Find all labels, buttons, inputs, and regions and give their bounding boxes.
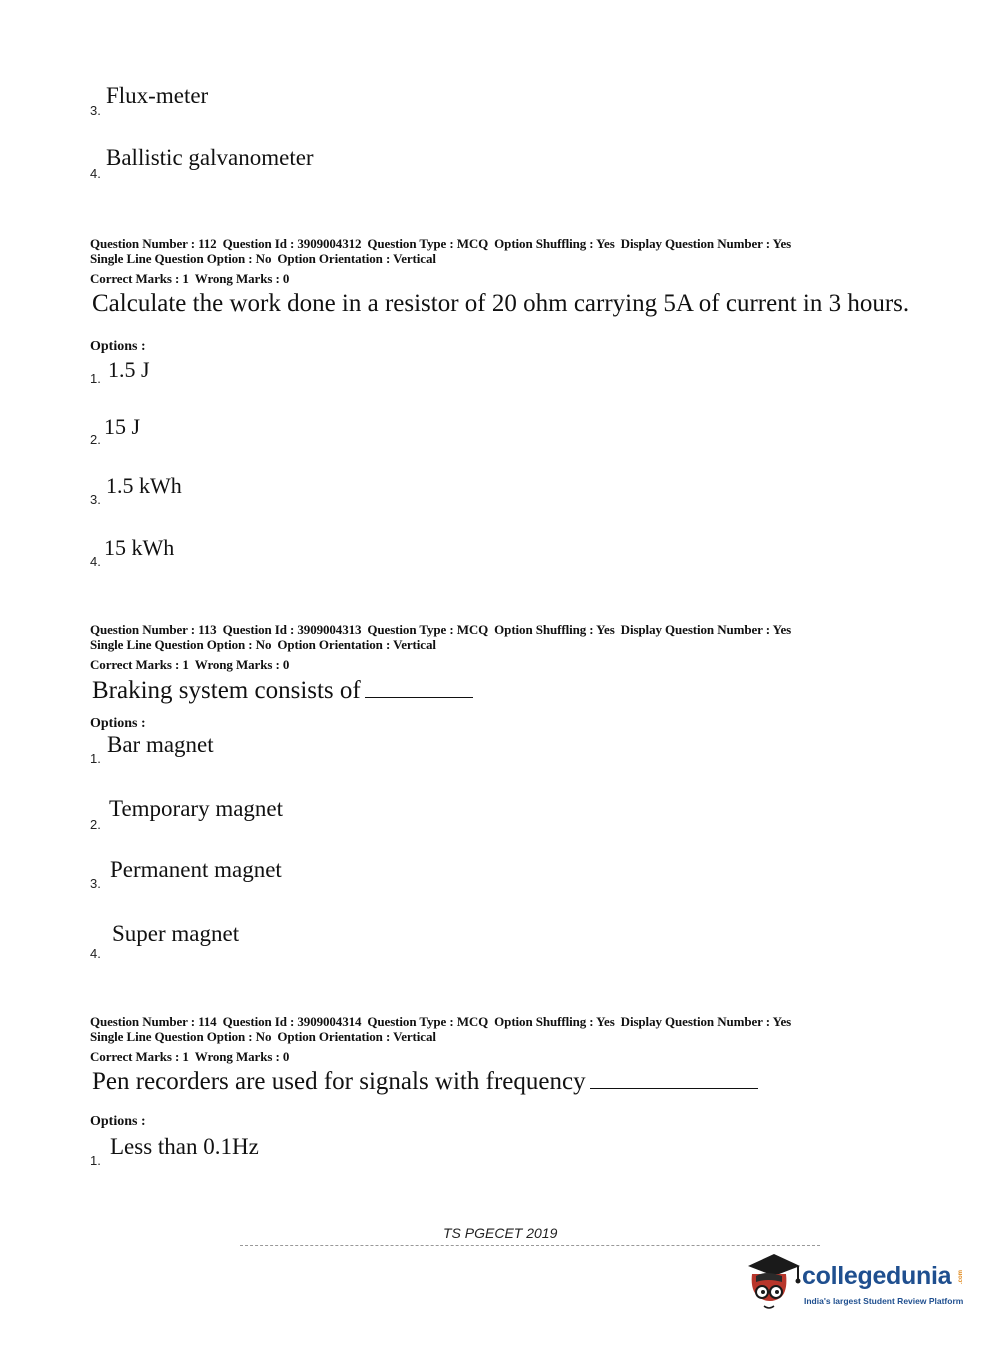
option-number: 4.: [90, 946, 101, 961]
option-number: 3.: [90, 876, 101, 891]
question-text: Pen recorders are used for signals with frequency: [92, 1066, 758, 1096]
option-text: 15 kWh: [104, 535, 175, 560]
footer-exam-title: TS PGECET 2019: [443, 1225, 558, 1241]
option-number: 3.: [90, 492, 101, 507]
option-text: Bar magnet: [107, 732, 214, 757]
option-number: 1.: [90, 1153, 101, 1168]
question-meta: Question Number : 113 Question Id : 3909004313 Question Type : MCQ Option Shuffling : Yes Display Question Number : Yes Single Line Question Option : No Option Orientation : Vertical: [90, 622, 792, 652]
collegedunia-logo: [742, 1248, 972, 1318]
logo-domain: .com: [958, 1270, 964, 1285]
option-number: 4.: [90, 166, 101, 181]
question-meta: Question Number : 112 Question Id : 3909004312 Question Type : MCQ Option Shuffling : Yes Display Question Number : Yes Single Line Question Option : No Option Orientation : Vertical: [90, 236, 792, 266]
options-label: Options :: [90, 716, 146, 731]
option-number: 2.: [90, 432, 101, 447]
option-text: 15 J: [104, 414, 141, 439]
option-text: Less than 0.1Hz: [110, 1134, 259, 1159]
question-marks: Correct Marks : 1 Wrong Marks : 0: [90, 271, 290, 286]
option-text: Temporary magnet: [109, 796, 284, 821]
option-text: 1.5 J: [108, 357, 150, 382]
question-meta: Question Number : 114 Question Id : 3909004314 Question Type : MCQ Option Shuffling : Yes Display Question Number : Yes Single Line Question Option : No Option Orientation : Vertical: [90, 1014, 792, 1044]
option-number: 3.: [90, 103, 101, 118]
graduate-mascot-icon: [742, 1248, 802, 1312]
option-number: 2.: [90, 817, 101, 832]
option-text: 1.5 kWh: [106, 473, 182, 498]
option-number: 1.: [90, 371, 101, 386]
options-label: Options :: [90, 339, 146, 354]
question-text: Braking system consists of: [92, 675, 473, 705]
option-text: Permanent magnet: [110, 857, 282, 882]
options-label: Options :: [90, 1114, 146, 1129]
option-text: Ballistic galvanometer: [106, 145, 314, 170]
option-number: 4.: [90, 554, 101, 569]
option-number: 1.: [90, 751, 101, 766]
question-marks: Correct Marks : 1 Wrong Marks : 0: [90, 1049, 290, 1064]
option-text: Flux-meter: [106, 83, 209, 108]
logo-wordmark: collegedunia: [802, 1262, 952, 1290]
question-marks: Correct Marks : 1 Wrong Marks : 0: [90, 657, 290, 672]
footer-divider: [240, 1245, 820, 1246]
question-text: Calculate the work done in a resistor of 20 ohm carrying 5A of current in 3 hours.: [92, 290, 910, 317]
option-text: Super magnet: [112, 921, 240, 946]
logo-tagline: India's largest Student Review Platform: [804, 1296, 964, 1306]
